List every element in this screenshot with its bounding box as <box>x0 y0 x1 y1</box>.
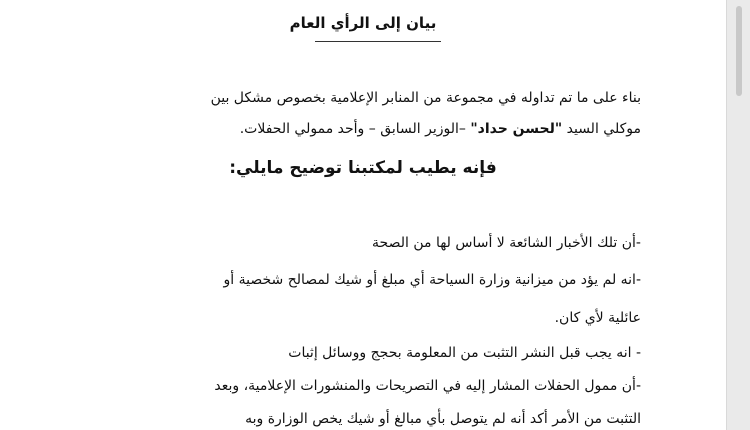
point-4: -أن ممول الحفلات المشار إليه في التصريحات والمنشورات الإعلامية، وبعد <box>214 378 641 394</box>
point-2-continued: عائلية لأي كان. <box>554 310 641 326</box>
point-3: - انه يجب قبل النشر التثبت من المعلومة بحجج ووسائل إثبات <box>288 345 641 361</box>
section-heading: فإنه يطيب لمكتبنا توضيح مايلي: <box>229 158 497 178</box>
title-underline <box>315 41 441 42</box>
point-4-continued: التثبت من الأمر أكد أنه لم يتوصل بأي مبالغ أو شيك يخص الوزارة وبه <box>245 411 641 427</box>
intro-line-2-part-2: –الوزير السابق – وأحد ممولي الحفلات. <box>239 121 471 137</box>
intro-line-2 <box>240 121 641 137</box>
intro-line-1: بناء على ما تم تداوله في مجموعة من المنابر الإعلامية بخصوص مشكل بين <box>210 90 641 106</box>
person-name: "لحسن حداد" <box>470 121 563 137</box>
point-1: -أن تلك الأخبار الشائعة لا أساس لها من الصحة <box>372 235 641 251</box>
intro-line-2-part-1: موكلي السيد <box>562 121 641 137</box>
scrollbar-thumb[interactable] <box>736 6 742 96</box>
point-2: -انه لم يؤد من ميزانية وزارة السياحة أي مبلغ أو شيك لمصالح شخصية أو <box>223 272 641 288</box>
document-title: بيان إلى الرأي العام <box>289 14 437 32</box>
